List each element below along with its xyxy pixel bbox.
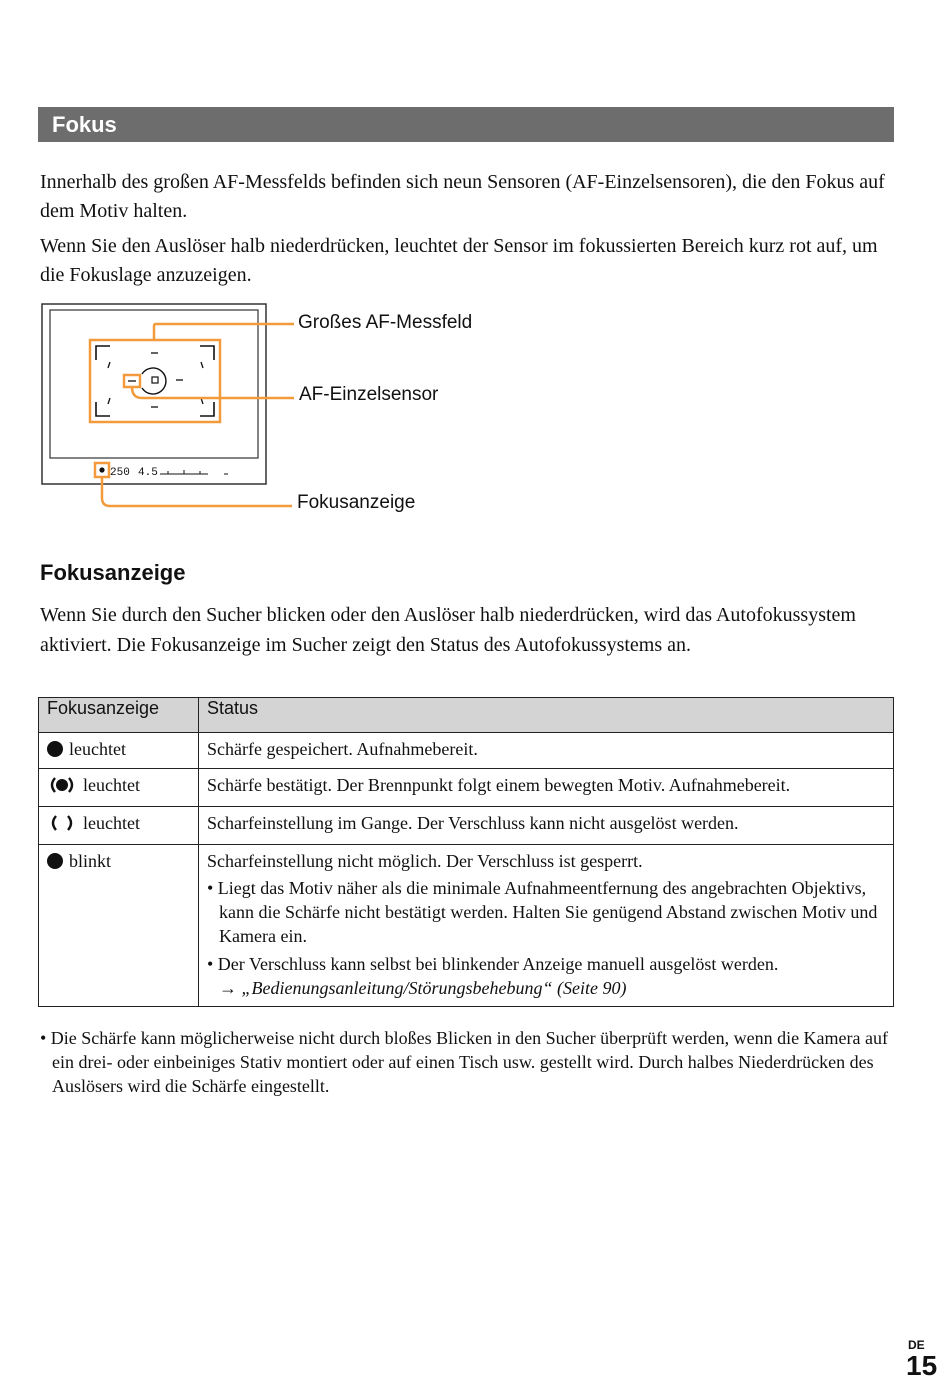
indicator-label: leuchtet [69, 739, 126, 759]
table-row [39, 769, 894, 807]
status-bullet: • Liegt das Motiv näher als die minimale Aufnahmeentfernung des angebrachten Objektivs, kann die Schärfe nicht bestätigt werden. Halten Sie genügend Abstand zwischen Motiv und Kamera ein. [207, 878, 878, 946]
reference-text: „Bedienungsanleitung/Störungsbehebung“ (Seite 90) [241, 978, 627, 998]
viewfinder-shutter: 250 [110, 467, 130, 479]
viewfinder-aperture: 4.5 [138, 467, 158, 479]
arrow-right-icon: → [219, 978, 237, 998]
subsection-title: Fokusanzeige [40, 560, 186, 585]
header-focus-indicator: Fokusanzeige [39, 698, 199, 733]
indicator-cell [39, 845, 199, 1007]
status-cell: Schärfe gespeichert. Aufnahmebereit. [199, 733, 894, 769]
spot-metering-circle [142, 368, 166, 394]
filled-dot-icon [47, 853, 63, 869]
indicator-label: leuchtet [83, 813, 140, 833]
intro-paragraph-1: Innerhalb des großen AF-Messfelds befinden sich neun Sensoren (AF-Einzelsensoren), die den Fokus auf dem Motiv halten. [40, 171, 885, 222]
brackets-only-icon [47, 813, 77, 833]
exposure-scale [160, 470, 228, 474]
status-text: Scharfeinstellung nicht möglich. Der Verschluss ist gesperrt. [207, 851, 643, 871]
status-cell: Scharfeinstellung im Gange. Der Verschluss kann nicht ausgelöst werden. [199, 807, 894, 845]
indicator-cell [39, 807, 199, 845]
indicator-label: leuchtet [83, 775, 140, 795]
status-bullet: • Der Verschluss kann selbst bei blinkender Anzeige manuell ausgelöst werden. [207, 954, 779, 974]
callout-focus-indicator: Fokusanzeige [297, 492, 416, 513]
reference-link[interactable] [207, 976, 885, 1000]
filled-dot-icon [47, 741, 63, 757]
header-status: Status [199, 698, 894, 733]
footnote: • Die Schärfe kann möglicherweise nicht durch bloßes Blicken in den Sucher überprüft werden, wenn die Kamera auf ein drei- oder einbeiniges Stativ montiert oder auf einen Tisch usw. gestellt wird. Durch halbes Niederdrücken des Auslösers wird die Schärfe eingestellt. [40, 1028, 889, 1096]
indicator-cell [39, 769, 199, 807]
indicator-cell [39, 733, 199, 769]
table-header-row [39, 698, 894, 733]
subsection-paragraph: Wenn Sie durch den Sucher blicken oder den Auslöser halb niederdrücken, wird das Autofokussystem aktiviert. Die Fokusanzeige im Sucher zeigt den Status des Autofokussystems an. [40, 604, 856, 656]
center-sensor [152, 377, 158, 383]
leader-line-large-area [154, 324, 294, 340]
page-number: 15 [906, 1350, 938, 1381]
table-row [39, 733, 894, 769]
dot-with-brackets-icon [47, 775, 77, 795]
callout-single-af-sensor: AF-Einzelsensor [299, 384, 439, 405]
page-language: DE [908, 1338, 925, 1352]
status-cell: Schärfe bestätigt. Der Brennpunkt folgt einem bewegten Motiv. Aufnahmebereit. [199, 769, 894, 807]
focus-indicator-table [38, 697, 894, 1007]
table-row [39, 845, 894, 1007]
af-area-brackets [96, 346, 214, 416]
indicator-label: blinkt [69, 851, 112, 871]
large-af-area-highlight [90, 340, 220, 422]
leader-line-focus-indicator [102, 477, 292, 506]
table-row [39, 807, 894, 845]
intro-paragraph-2: Wenn Sie den Auslöser halb niederdrücken, leuchtet der Sensor im fokussierten Bereich kurz rot auf, um die Fokuslage anzuzeigen. [40, 235, 878, 286]
callout-large-af-area: Großes AF-Messfeld [298, 312, 473, 333]
status-cell [199, 845, 894, 1007]
section-title: Fokus [38, 107, 894, 142]
leader-line-single-sensor [132, 387, 294, 398]
